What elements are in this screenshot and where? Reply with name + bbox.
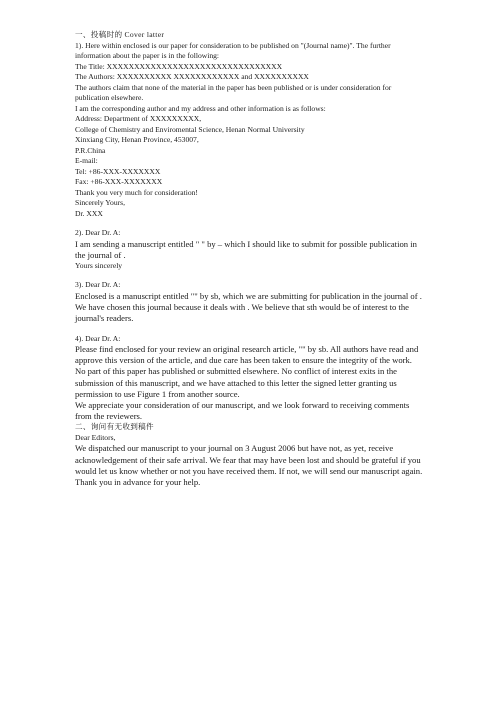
section-heading-inquiry: 二、询问有无收到稿件 [75,422,154,432]
inquiry-salutation: Dear Editors, [75,432,116,442]
thanks-line: Thank you very much for consideration! [75,187,198,197]
email-line: E-mail: [75,156,98,165]
corresponding-author-intro: I am the corresponding author and my address and other information is as follows: [75,103,326,113]
letter4-body: Please find enclosed for your review an original research article, "" by sb. All authors have read and approve this version of the article, and due care has been taken to ensure the integrity of the work. No part of this paper has published or submitted elsewhere. No conflict of interest exits in the submission of this manuscript, and we have attached to this letter the signed letter granting us permission to use Figure 1 from another source. [75,344,419,399]
letter2-body: I am sending a manuscript entitled " " by – which I should like to submit for possible publication in the journal of . [75,238,417,260]
letter4-appreciation: We appreciate your consideration of our manuscript, and we look forward to receiving comments from the reviewers. [75,400,410,422]
closing-line: Sincerely Yours, [75,198,125,207]
paper-authors-line: The Authors: XXXXXXXXXX XXXXXXXXXXXX and XXXXXXXXXX [75,72,309,81]
signature-line: Dr. XXX [75,208,103,218]
address-line-2: College of Chemistry and Enviromental Science, Henan Normal University [75,124,305,134]
letter3-salutation: 3). Dear Dr. A: [75,280,121,290]
address-line-4: P.R.China [75,145,106,155]
letter4-salutation: 4). Dear Dr. A: [75,333,121,343]
address-line-1: Address: Department of XXXXXXXXX, [75,114,202,123]
spacer [75,271,423,280]
spacer [75,219,423,228]
address-line-3: Xinxiang City, Henan Province, 453007, [75,135,199,144]
letter1-intro-paragraph: 1). Here within enclosed is our paper for consideration to be published on "(Journal name)". The further information about the paper is in the following: [75,40,391,60]
letter2-closing: Yours sincerely [75,260,123,270]
letter2-salutation: 2). Dear Dr. A: [75,228,121,237]
paper-title-line: The Title: XXXXXXXXXXXXXXXXXXXXXXXXXXXXXXXX [75,61,283,71]
tel-line: Tel: +86-XXX-XXXXXXX [75,166,161,176]
inquiry-body: We dispatched our manuscript to your journal on 3 August 2006 but have not, as yet, receive acknowledgement of their safe arrival. We fear that may have been lost and should be grateful if you would let us know whether or not you have received them. If not, we will send our manuscript again. Thank you in advance for your help. [75,443,423,488]
letter3-body: Enclosed is a manuscript entitled "" by sb, which we are submitting for publication in the journal of . We have chosen this journal because it deals with . We believe that sth would be of interest to the journal's readers. [75,290,422,324]
originality-claim: The authors claim that none of the material in the paper has been published or is under consideration for publication elsewhere. [75,82,392,102]
section-heading-cover-letter: 一、投稿时的 Cover latter [75,30,165,39]
document-page [75,30,423,488]
spacer [75,325,423,334]
fax-line: Fax: +86-XXX-XXXXXXX [75,177,163,186]
